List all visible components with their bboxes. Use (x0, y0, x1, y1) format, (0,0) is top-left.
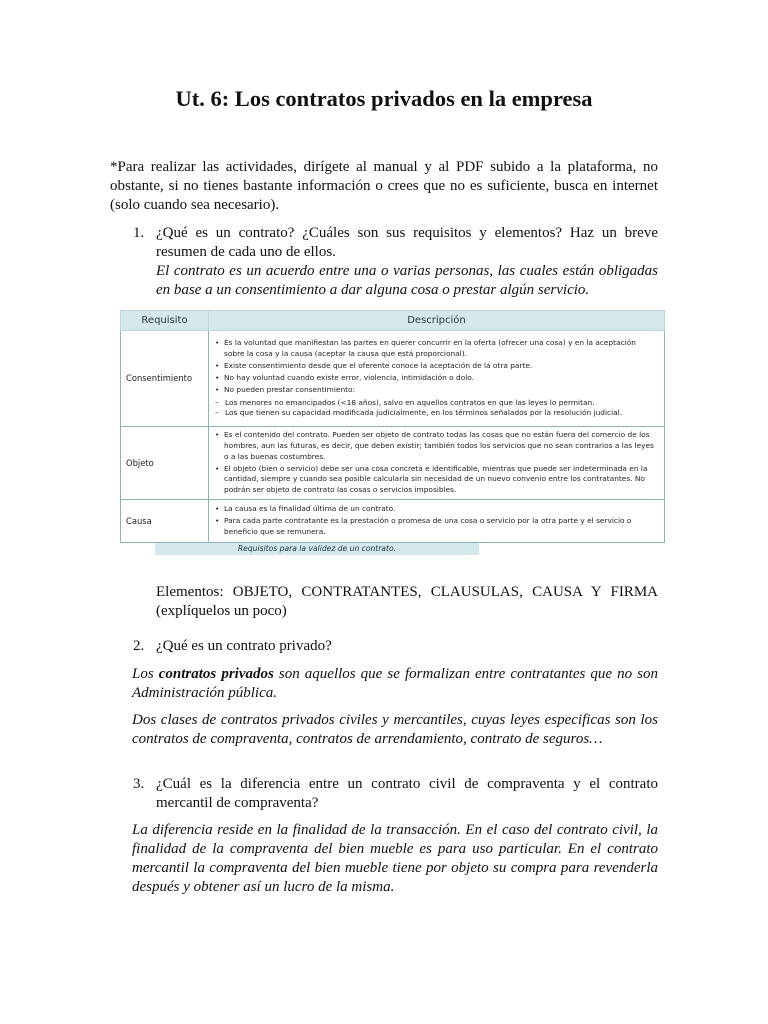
table-row (121, 500, 665, 543)
answer-3-line: La diferencia reside en la finalidad de la transacción. En el caso del contrato civil, la (132, 822, 658, 838)
intro-line: (solo cuando sea necesario). (110, 197, 280, 213)
table-bullet: • La causa es la finalidad última de un contrato. (215, 504, 658, 515)
table-cell-requisito: Consentimiento (121, 331, 209, 427)
table-bullet: • No hay voluntad cuando existe error, violencia, intimidación o dolo. (215, 373, 658, 384)
answer-3-paragraph (132, 821, 658, 897)
answer-1-line: en base a un consentimiento a dar alguna cosa o prestar algún servicio. (156, 282, 590, 298)
table-header-requisito: Requisito (121, 311, 209, 331)
question-2: ¿Qué es un contrato privado? (156, 638, 332, 654)
question-3-line: mercantil de compraventa? (156, 795, 319, 811)
table-bullet: • Es la voluntad que manifiestan las partes en querer concurrir en la oferta (ofrecer una cosa) y en la aceptación sobre la cosa y la causa (aceptar la causa que está proporcional). (215, 338, 658, 359)
answer-1-line: El contrato es un acuerdo entre una o varias personas, las cuales están obligadas (156, 263, 658, 279)
table-bullet: • Para cada parte contratante es la prestación o promesa de una cosa o servicio por la otra parte y el servicio o beneficio que se remunera. (215, 516, 658, 537)
table-sub-bullet: – Los que tienen su capacidad modificada judicialmente, en los términos señalados por la resolución judicial. (215, 408, 658, 419)
question-1-number: 1. (133, 225, 145, 241)
table-header-descripcion: Descripción (209, 311, 665, 331)
table-bullet: • No pueden prestar consentimiento: (215, 385, 658, 396)
table-header-row (121, 311, 665, 331)
table-bullet: • Es el contenido del contrato. Pueden ser objeto de contrato todas las cosas que no están fuera del comercio de los hombres, aun las futuras, es decir, que deben existir; también todos los servicios que no sean contrarios a las leyes o a las buenas costumbres. (215, 430, 658, 462)
question-1 (156, 224, 658, 300)
answer-2-line (132, 665, 658, 684)
table-row (121, 427, 665, 500)
table-cell-descripcion (209, 331, 665, 427)
answer-2-line: Dos clases de contratos privados civiles y mercantiles, cuyas leyes especificas son los (132, 712, 658, 728)
question-3-number: 3. (133, 776, 145, 792)
answer-2-paragraph-2 (132, 711, 658, 749)
table-cell-requisito: Objeto (121, 427, 209, 500)
table-cell-descripcion (209, 427, 665, 500)
intro-paragraph (110, 158, 658, 215)
requirements-table (120, 310, 665, 543)
elementos-line: (explíquelos un poco) (156, 603, 287, 619)
question-3-line: ¿Cuál es la diferencia entre un contrato civil de compraventa y el contrato (156, 776, 658, 792)
table-cell-requisito: Causa (121, 500, 209, 543)
question-1-line: resumen de cada uno de ellos. (156, 244, 336, 260)
intro-line: *Para realizar las actividades, dirígete al manual y al PDF subido a la plataforma, no (110, 159, 658, 175)
table-sub-bullet: – Los menores no emancipados (<18 años), salvo en aquellos contratos en que las leyes lo permitan. (215, 398, 658, 409)
answer-2-line: Administración pública. (132, 685, 277, 701)
elementos-paragraph (156, 583, 658, 621)
question-3 (156, 775, 658, 813)
answer-2-paragraph-1 (132, 665, 658, 703)
document-title: Ut. 6: Los contratos privados en la empresa (175, 86, 593, 111)
question-1-line: ¿Qué es un contrato? ¿Cuáles son sus requisitos y elementos? Haz un breve (156, 225, 658, 241)
answer-2-text: son aquellos que se formalizan entre contratantes que no son (273, 666, 658, 682)
table-bullet: • Existe consentimiento desde que el oferente conoce la aceptación de la otra parte. (215, 361, 658, 372)
elementos-line: Elementos: OBJETO, CONTRATANTES, CLAUSULAS, CAUSA Y FIRMA (156, 584, 658, 600)
answer-3-line: finalidad de la compraventa del bien mueble es para uso particular. En el contrato (132, 841, 658, 857)
answer-2-text: Los (132, 666, 159, 682)
table-caption: Requisitos para la validez de un contrato. (155, 543, 479, 555)
table-cell-descripcion (209, 500, 665, 543)
answer-3-line: después y obtener así un lucro de la misma. (132, 879, 395, 895)
answer-2-line: contratos de compraventa, contratos de arrendamiento, contrato de seguros… (132, 731, 603, 747)
intro-line: obstante, si no tienes bastante información o crees que no es suficiente, busca en internet (110, 178, 658, 194)
table-row (121, 331, 665, 427)
answer-3-line: mercantil la compraventa del bien mueble tiene por objeto su compra para revenderla (132, 860, 658, 876)
question-2-number: 2. (133, 638, 145, 654)
answer-2-bold-term: contratos privados (158, 666, 274, 682)
table-bullet: • El objeto (bien o servicio) debe ser una cosa concreta e identificable, mientras que puede ser indeterminada en la cantidad, siempre y cuando sea posible calcularla sin necesidad de un nuevo convenio entre los contratantes. No podrán ser objeto de contrato las cosas o servicios imposibles. (215, 464, 658, 496)
